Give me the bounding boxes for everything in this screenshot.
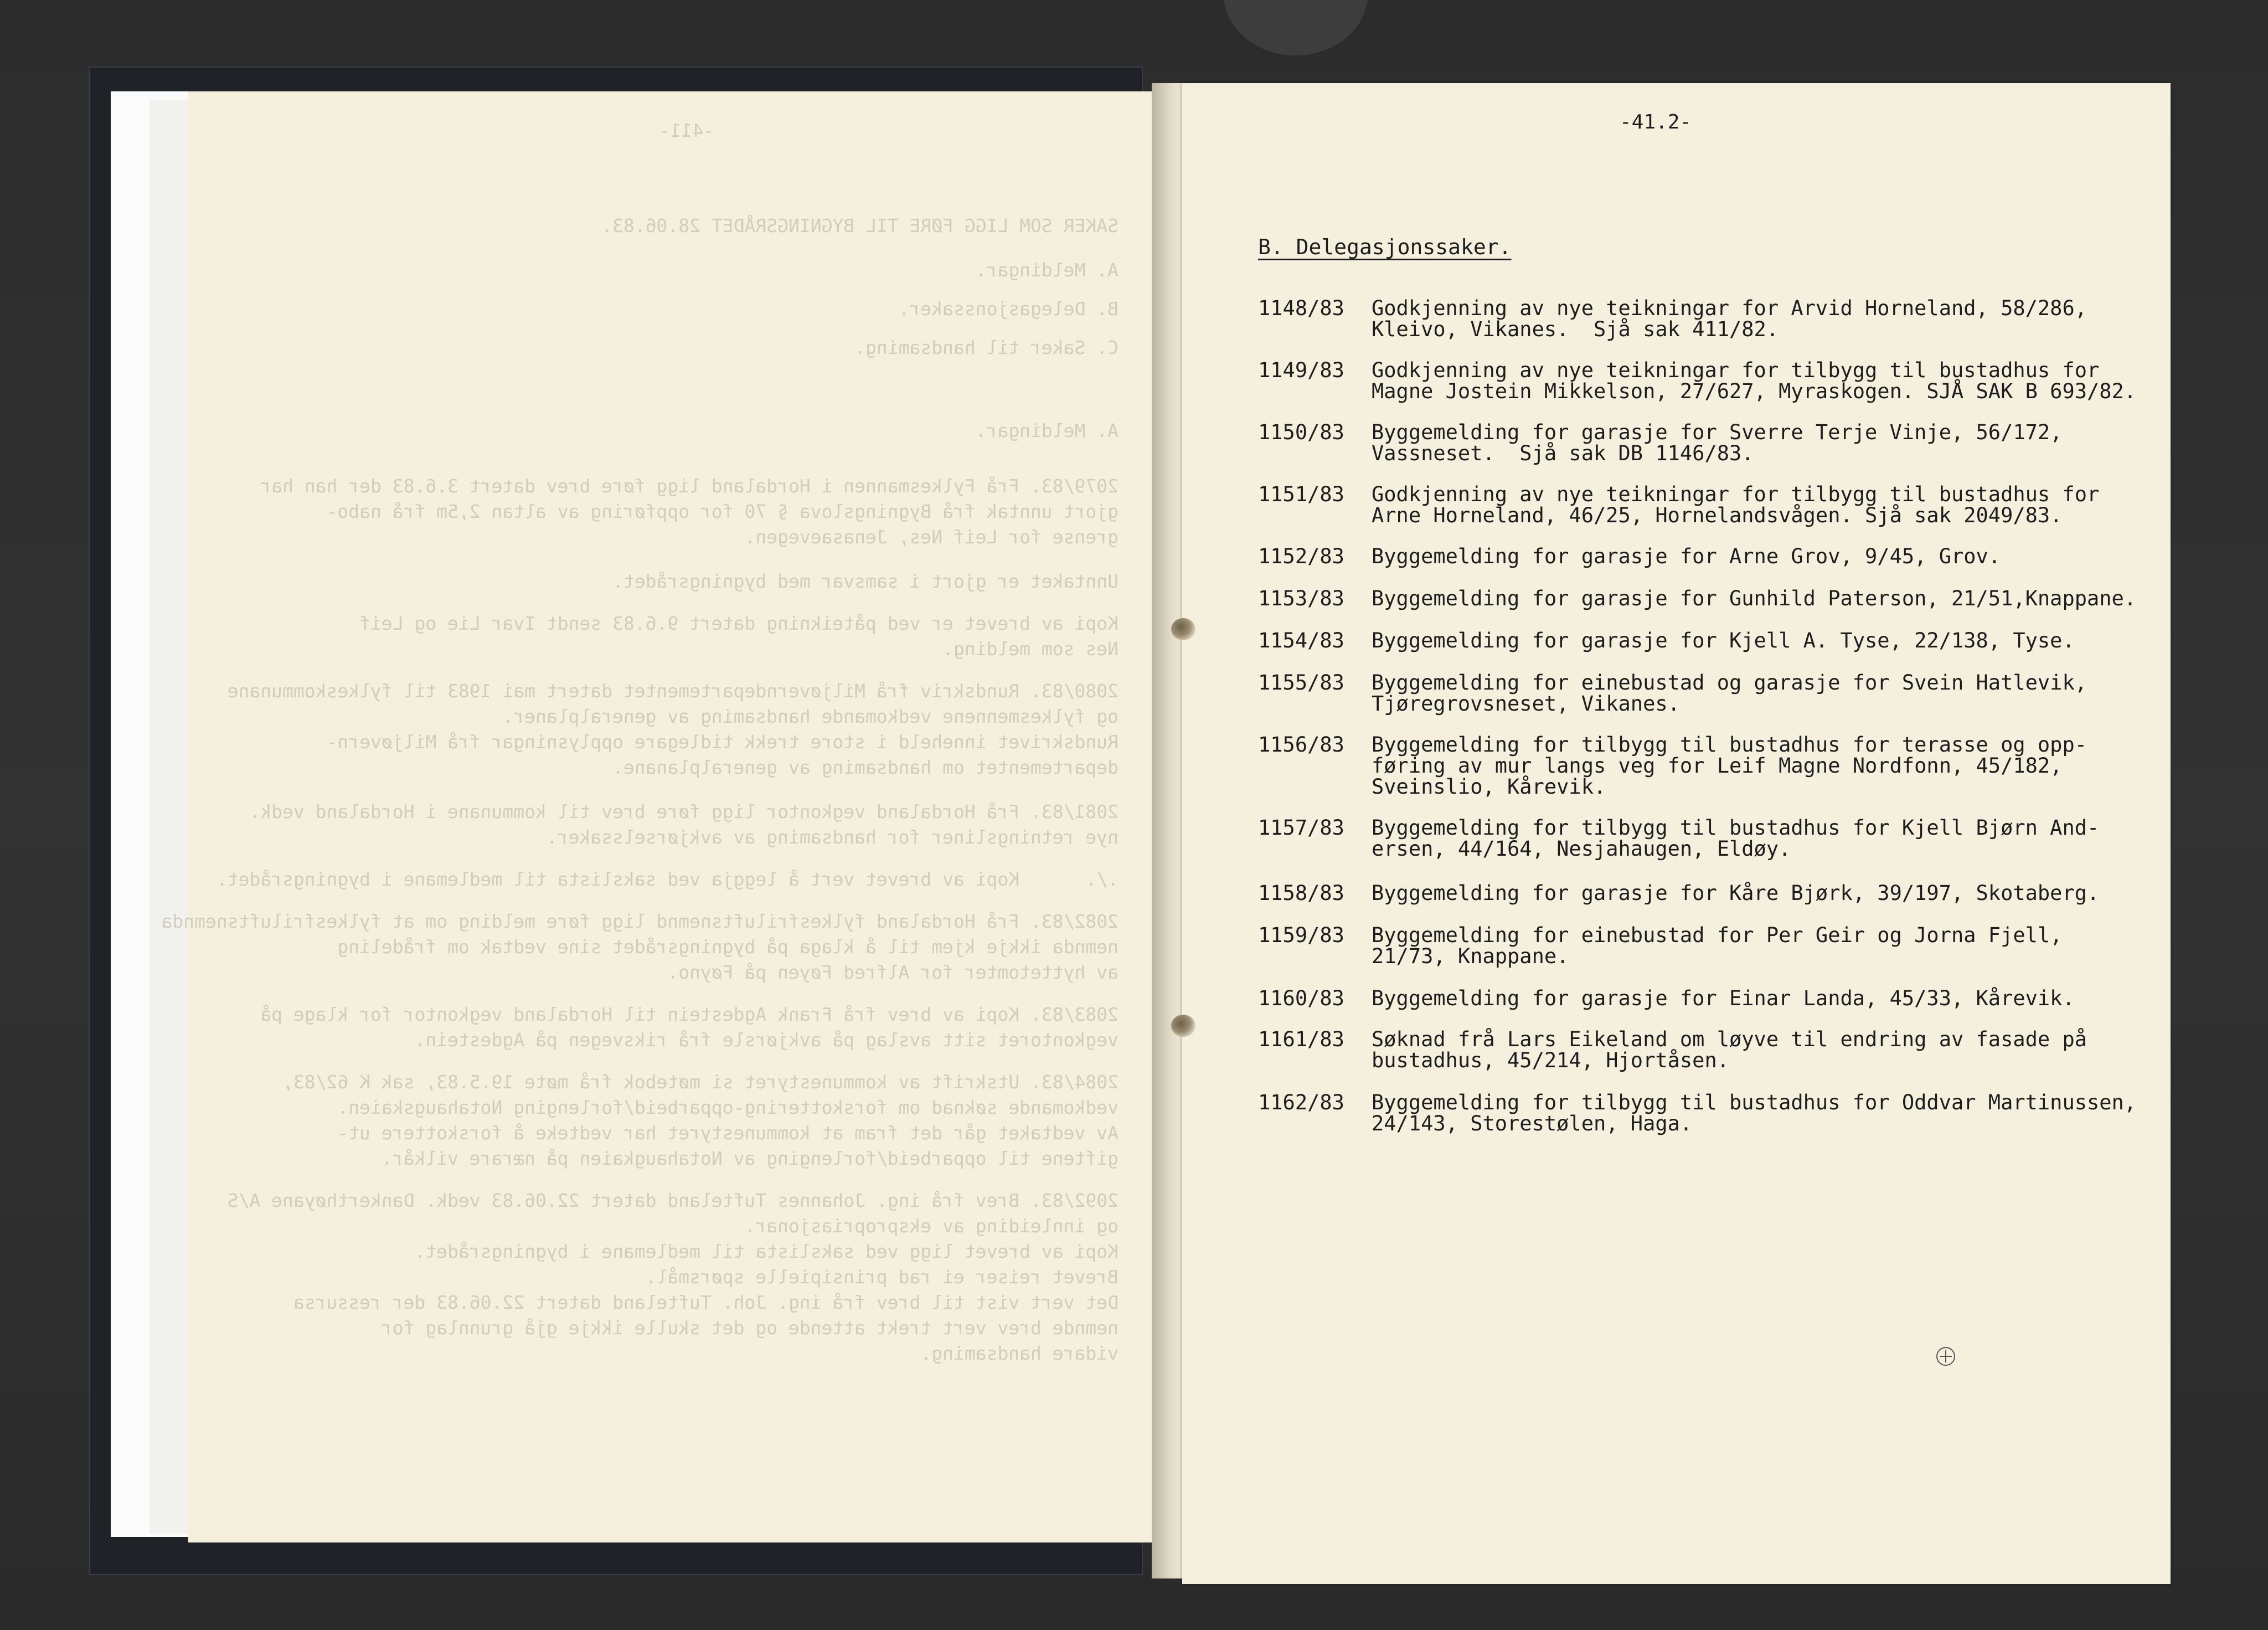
ghost-line: Rundskrivet inneheld i store trekk tidlegare opplysningar frå Miljøvern- <box>326 731 1118 753</box>
case-description: Byggemelding for tilbygg til bustadhus for terasse og opp- føring av mur langs veg for Leif Magne Nordfonn, 45/182, Sveinslio, Kårevik. <box>1372 733 2087 799</box>
ghost-line: 2079/83. Frå Fylkesmannen i Hordaland ligg føre brev datert 3.6.83 der han har <box>260 475 1118 497</box>
case-number: 1162/83 <box>1258 1091 1344 1114</box>
ghost-line: Kopi av brevet er ved påteikning datert 9.6.83 sendt Ivar Lie og Leif <box>359 613 1118 634</box>
ghost-line: vedkomande søknad om forskottering-opparbeid/forlenging Notahaugskaien. <box>337 1097 1118 1118</box>
ghost-line: gjort unntak frå Bygningslova § 70 for oppføring av altan 2,5m frå nabo- <box>326 501 1118 522</box>
case-description: Godkjenning av nye teikningar for tilbygg til bustadhus for Magne Jostein Mikkelson, 27/627, Myraskogen. SJÅ SAK B 693/82. <box>1372 358 2137 403</box>
case-description: Byggemelding for garasje for Einar Landa, 45/33, Kårevik. <box>1372 986 2075 1010</box>
case-number: 1156/83 <box>1258 733 1344 757</box>
book-gutter <box>1152 83 1185 1578</box>
ghost-line: Det vert vist til brev frå ing. Joh. Tufteland datert 22.06.83 der ressursa <box>293 1292 1118 1313</box>
case-description: Byggemelding for garasje for Kåre Bjørk, 39/197, Skotaberg. <box>1372 881 2100 905</box>
ghost-line: B. Delegasjonssaker. <box>898 298 1118 320</box>
left-page-bleedthrough <box>161 91 1163 1542</box>
ghost-line: 2084/83. Utskrift av kommunestyret si møtebok frå møte 19.5.83, sak K 62/83, <box>282 1071 1118 1093</box>
case-description: Byggemelding for garasje for Arne Grov, 9/45, Grov. <box>1372 544 2001 568</box>
page-number: -41.2- <box>1620 111 1692 133</box>
case-number: 1153/83 <box>1258 587 1344 610</box>
ghost-line: av hyttetomter for Alfred Føyen på Føyno. <box>667 961 1118 983</box>
case-number: 1148/83 <box>1258 296 1344 320</box>
case-description: Godkjenning av nye teikningar for Arvid Horneland, 58/286, Kleivo, Vikanes. Sjå sak 411/82. <box>1372 296 2087 341</box>
case-number: 1150/83 <box>1258 420 1344 444</box>
ghost-line: 2083/83. Kopi av brev frå Frank Agdestein til Hordaland vegkontor for klage på <box>260 1004 1118 1025</box>
ghost-line: A. Meldingar. <box>975 259 1118 281</box>
page-stack-edge-inner <box>150 100 194 1534</box>
section-heading: B. Delegasjonssaker. <box>1258 235 1512 259</box>
ghost-line: giftene til opparbeid/forlenging av Notahaugkaien på nærare vilkår. <box>381 1148 1118 1169</box>
punch-hole-upper <box>1171 618 1195 640</box>
case-number: 1157/83 <box>1258 816 1344 840</box>
ghost-line: 2082/83. Frå Hordaland fylkesfriluftsnemnd ligg føre melding om at fylkesfriluftsnemnda <box>161 911 1118 932</box>
ghost-line: 2080/83. Rundskriv frå Miljøverndepartementet datert mai 1983 til fylkeskommunane <box>227 680 1118 702</box>
ghost-line: grense for Leif Nes, Jenasaevegen. <box>744 526 1118 548</box>
ghost-line: 2092/83. Brev frå ing. Johannes Tufteland datert 22.06.83 vedk. Dankerthøyane A/S <box>227 1190 1118 1211</box>
ghost-line: nemnda ikkje kjem til å klaga på bygningsrådet sine vedtak om frådeling <box>337 936 1118 958</box>
ghost-line: Kopi av brevet ligg ved sakslista til medlemane i bygningsrådet. <box>414 1241 1118 1262</box>
case-number: 1151/83 <box>1258 482 1344 506</box>
case-number: 1155/83 <box>1258 671 1344 695</box>
case-number: 1158/83 <box>1258 881 1344 905</box>
case-number: 1152/83 <box>1258 544 1344 568</box>
ghost-line: ./. Kopi av brevet vert å leggja ved sakslista til medlemane i bygningsrådet. <box>216 868 1118 890</box>
punch-hole-lower <box>1171 1015 1195 1037</box>
ghost-line: vegkontoret sitt avslag på avkjørsle frå riksvegen på Agdestein. <box>414 1029 1118 1051</box>
ghost-line: Unntaket er gjort i samsvar med bygningsrådet. <box>612 570 1118 592</box>
case-number: 1161/83 <box>1258 1027 1344 1051</box>
ghost-line: vidare handsaming. <box>920 1343 1118 1364</box>
ghost-page-number: -411- <box>659 120 714 141</box>
case-description: Byggemelding for einebustad for Per Geir og Jorna Fjell, 21/73, Knappane. <box>1372 923 2063 968</box>
case-description: Byggemelding for tilbygg til bustadhus for Oddvar Martinussen, 24/143, Storestølen, Haga. <box>1372 1091 2137 1135</box>
ghost-line: nye retningsliner for handsaming av avkjørselssaker. <box>546 826 1118 848</box>
ghost-line: Brevet reiser ei rad prinsipielle spørsmål. <box>645 1266 1118 1288</box>
case-number: 1159/83 <box>1258 923 1344 947</box>
case-number: 1160/83 <box>1258 986 1344 1010</box>
case-description: Byggemelding for tilbygg til bustadhus for Kjell Bjørn And- ersen, 44/164, Nesjahaugen, Eldøy. <box>1372 816 2100 861</box>
case-number: 1154/83 <box>1258 629 1344 652</box>
ghost-line: og fylkesmennene vedkomande handsaming av generalplaner. <box>502 706 1118 727</box>
case-description: Byggemelding for garasje for Sverre Terje Vinje, 56/172, Vassneset. Sjå sak DB 1146/83. <box>1372 420 2063 465</box>
ghost-line: departementet om handsaming av generalplanane. <box>612 757 1118 778</box>
stamp-icon <box>1936 1347 1955 1366</box>
ghost-line: og innleiding av ekspropriasjonar. <box>744 1215 1118 1237</box>
ghost-line: C. Saker til handsaming. <box>854 337 1118 358</box>
case-description: Byggemelding for garasje for Kjell A. Tyse, 22/138, Tyse. <box>1372 629 2075 652</box>
case-description: Byggemelding for garasje for Gunhild Paterson, 21/51,Knappane. <box>1372 587 2137 610</box>
ghost-line: A. Meldingar. <box>975 420 1118 441</box>
ghost-line: Nes som melding. <box>942 638 1118 660</box>
ghost-line: 2081/83. Frå Hordaland vegkontor ligg føre brev til kommunane i Hordaland vedk. <box>249 801 1118 822</box>
case-number: 1149/83 <box>1258 358 1344 382</box>
ghost-line: Av vedtaket går det fram at kommunestyret har vedteke å forskottere ut- <box>337 1122 1118 1144</box>
case-description: Byggemelding for einebustad og garasje for Svein Hatlevik, Tjøregrovsneset, Vikanes. <box>1372 671 2087 716</box>
ghost-line: SAKER SOM LIGG FØRE TIL BYGNINGSRÅDET 28.06.83. <box>601 215 1118 236</box>
ghost-line: nemnde brev vert trekt attende og det skulle ikkje gjå grunnlag for <box>381 1317 1118 1339</box>
case-description: Godkjenning av nye teikningar for tilbygg til bustadhus for Arne Horneland, 46/25, Hornelandsvågen. Sjå sak 2049/83. <box>1372 482 2100 527</box>
case-description: Søknad frå Lars Eikeland om løyve til endring av fasade på bustadhus, 45/214, Hjortåsen. <box>1372 1027 2087 1072</box>
